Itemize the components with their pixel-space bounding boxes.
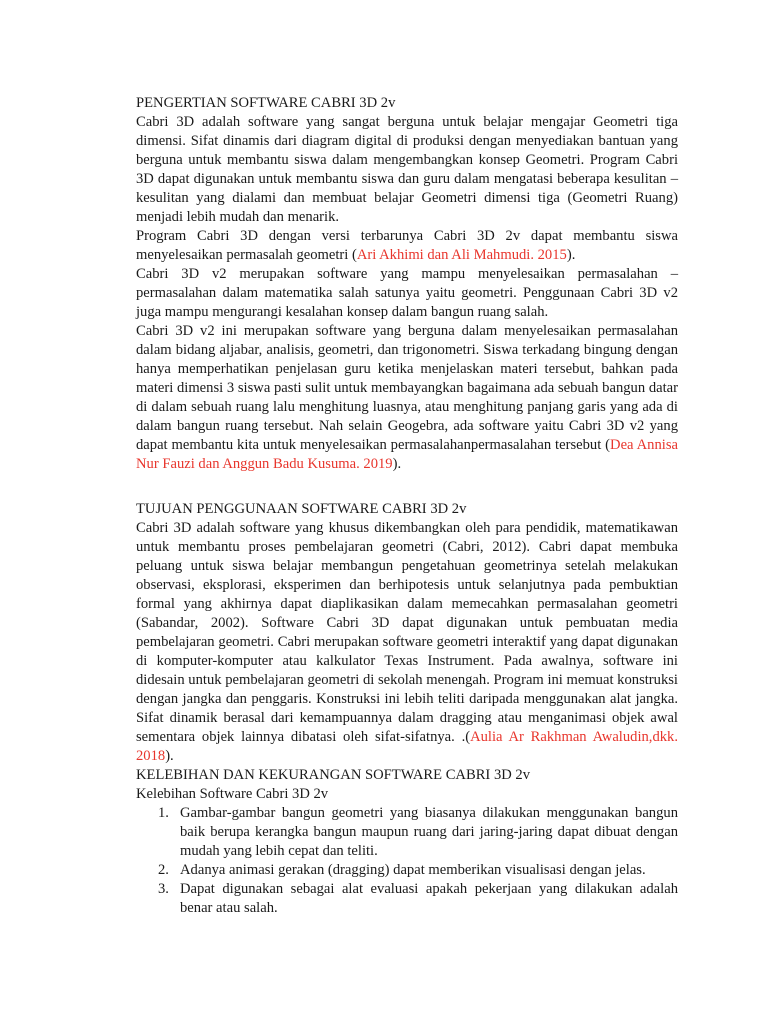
paragraph (136, 265, 678, 322)
paragraph (136, 113, 678, 227)
paragraph-text-end: ). (566, 247, 576, 263)
paragraph (136, 519, 678, 766)
list-item-text: Gambar-gambar bangun geometri yang biasanya dilakukan menggunakan bangun baik berupa kerangka bangun maupun ruang dari jaring-jaring dapat dibuat dengan mudah yang lebih cepat dan teliti. (180, 805, 678, 859)
citation: Aulia Ar Rakhman Awaludin,dkk. 2018 (136, 729, 678, 764)
paragraph (136, 227, 678, 265)
paragraph-text: Cabri 3D v2 merupakan software yang mampu menyelesaikan permasalahan – permasalahan dalam matematika salah satunya yaitu geometri. Penggunaan Cabri 3D v2 juga mampu mengurangi kesalahan konsep dalam bangun ruang salah. (136, 266, 678, 320)
section-title: TUJUAN PENGGUNAAN SOFTWARE CABRI 3D 2v (136, 501, 467, 517)
paragraph-text: Cabri 3D adalah software yang khusus dikembangkan oleh para pendidik, matematikawan untuk membantu proses pembelajaran geometri (Cabri, 2012). Cabri dapat membuka peluang untuk siswa belajar membangun pengetahuan geometrinya setelah melakukan observasi, eksplorasi, eksperimen dan berhipotesis untuk selanjutnya pada pembuktian formal yang akhirnya dapat diaplikasikan dalam memecahkan permasalahan geometri (Sabandar, 2002). Software Cabri 3D dapat digunakan untuk pembuatan media pembelajaran geometri. Cabri merupakan software geometri interaktif yang dapat digunakan di komputer-komputer atau kalkulator Texas Instrument. Pada awalnya, software ini didesain untuk pembelajaran geometri di sekolah menengah. Program ini memuat konstruksi dengan jangka dan penggaris. Konstruksi ini lebih teliti daripada menggunakan alat jangka. Sifat dinamik berasal dari kemampuannya dalam dragging atau menganimasi objek awal sementara objek lainnya dibatasi oleh sifat-sifatnya. .( (136, 520, 678, 745)
section-d (0, 94, 678, 474)
list-item (136, 880, 678, 918)
advantages-list (136, 804, 678, 918)
paragraph-text: Program Cabri 3D dengan versi terbarunya Cabri 3D 2v dapat membantu siswa menyelesaikan permasalah geometri ( (136, 228, 678, 263)
paragraph-text-end: ). (392, 456, 402, 472)
section-e (0, 500, 678, 766)
list-number: 3. (158, 881, 169, 897)
paragraph-text: Cabri 3D v2 ini merupakan software yang berguna dalam menyelesaikan permasalahan dalam bidang aljabar, analisis, geometri, dan trigonometri. Siswa terkadang bingung dengan hanya memperhatikan penjelasan guru ketika menjelaskan materi tersebut, bahkan pada materi dimensi 3 siswa pasti sulit untuk membayangkan bagaimana ada sebuah bangun datar di dalam sebuah ruang lalu menghitung luasnya, atau menghitung panjang garis yang ada di dalam bangun ruang tersebut. Nah selain Geogebra, ada software yaitu Cabri 3D v2 yang dapat membantu kita untuk menyelesaikan permasalahanpermasalahan tersebut ( (136, 323, 678, 453)
citation: Dea Annisa Nur Fauzi dan Anggun Badu Kusuma. 2019 (136, 437, 678, 472)
list-item-text: Dapat digunakan sebagai alat evaluasi apakah pekerjaan yang dilakukan adalah benar atau salah. (180, 881, 678, 916)
paragraph-text-end: ). (165, 748, 174, 764)
paragraph (136, 322, 678, 474)
section-title: KELEBIHAN DAN KEKURANGAN SOFTWARE CABRI 3D 2v (136, 767, 531, 783)
section-title: PENGERTIAN SOFTWARE CABRI 3D 2v (136, 95, 396, 111)
list-item-text: Adanya animasi gerakan (dragging) dapat memberikan visualisasi dengan jelas. (180, 862, 646, 878)
list-item (136, 861, 678, 880)
citation: Ari Akhimi dan Ali Mahmudi. 2015 (356, 247, 567, 263)
paragraph-text: Cabri 3D adalah software yang sangat berguna untuk belajar mengajar Geometri tiga dimensi. Sifat dinamis dari diagram digital di produksi dengan menyediakan bantuan yang berguna untuk membantu siswa dalam mengembangkan konsep Geometri. Program Cabri 3D dapat digunakan untuk membantu siswa dan guru dalam mengatasi beberapa kesulitan – kesulitan yang dialami dan membuat belajar Geometri dimensi tiga (Geometri Ruang) menjadi lebih mudah dan menarik. (136, 114, 678, 225)
section-f (0, 766, 678, 918)
list-number: 1. (158, 805, 169, 821)
list-number: 2. (158, 862, 169, 878)
list-item (136, 804, 678, 861)
subheading: Kelebihan Software Cabri 3D 2v (136, 786, 329, 802)
